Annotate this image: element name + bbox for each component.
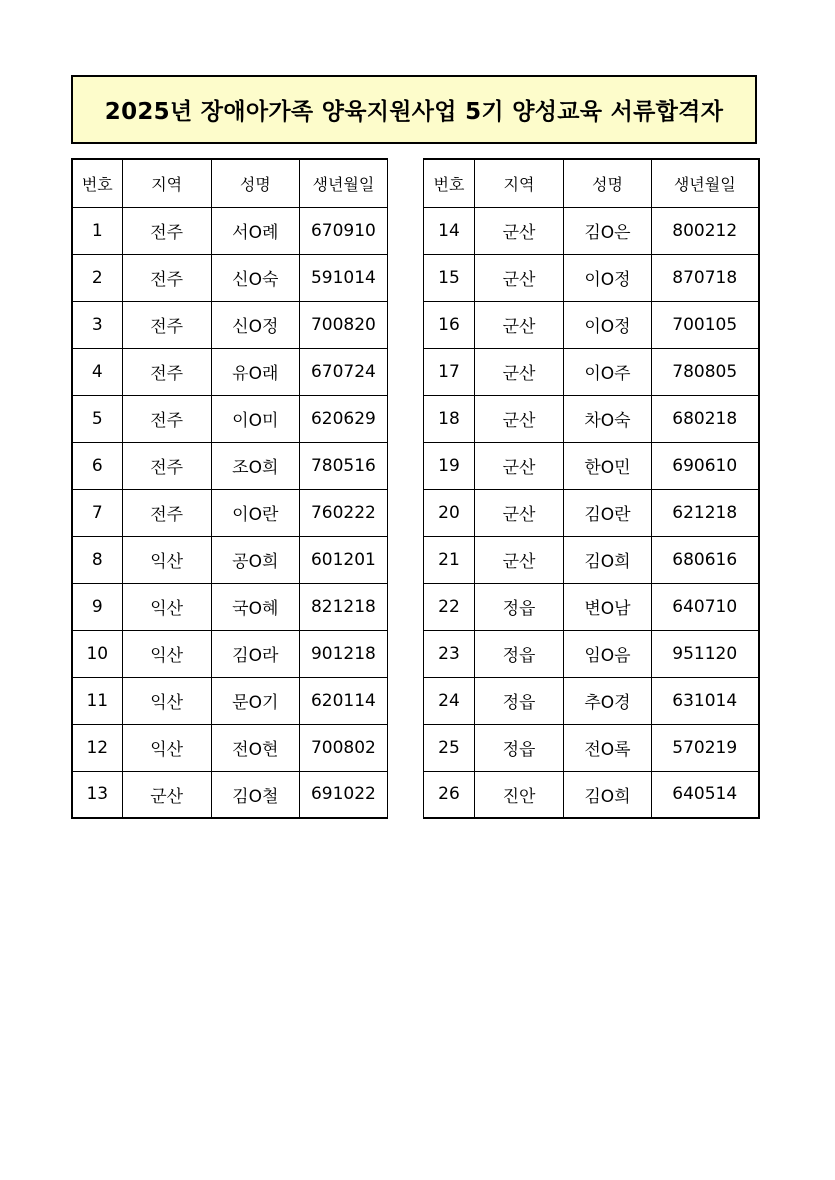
cell-region: 전주 — [122, 254, 211, 301]
cell-birthdate: 821218 — [299, 583, 387, 630]
cell-number: 26 — [424, 771, 475, 818]
cell-region: 정읍 — [475, 677, 564, 724]
cell-number: 14 — [424, 207, 475, 254]
cell-birthdate: 870718 — [652, 254, 759, 301]
table-row — [424, 207, 759, 254]
cell-region: 전주 — [122, 301, 211, 348]
table-row — [424, 677, 759, 724]
cell-number: 7 — [72, 489, 122, 536]
cell-name: 한O민 — [564, 442, 652, 489]
cell-region: 군산 — [475, 536, 564, 583]
table-row — [72, 771, 388, 818]
cell-region: 군산 — [122, 771, 211, 818]
cell-number: 11 — [72, 677, 122, 724]
table-row — [72, 677, 388, 724]
cell-birthdate: 800212 — [652, 207, 759, 254]
cell-birthdate: 780805 — [652, 348, 759, 395]
cell-name: 추O경 — [564, 677, 652, 724]
cell-birthdate: 620629 — [299, 395, 387, 442]
cell-number: 2 — [72, 254, 122, 301]
table-row — [424, 724, 759, 771]
cell-name: 이O주 — [564, 348, 652, 395]
cell-birthdate: 640514 — [652, 771, 759, 818]
cell-name: 김O철 — [211, 771, 299, 818]
table-header-row — [424, 159, 759, 207]
cell-number: 17 — [424, 348, 475, 395]
cell-name: 이O정 — [564, 301, 652, 348]
cell-birthdate: 601201 — [299, 536, 387, 583]
header-number: 번호 — [424, 159, 475, 207]
cell-birthdate: 670910 — [299, 207, 387, 254]
table-row — [72, 207, 388, 254]
cell-birthdate: 700820 — [299, 301, 387, 348]
table-row — [72, 724, 388, 771]
cell-number: 18 — [424, 395, 475, 442]
header-name: 성명 — [564, 159, 652, 207]
cell-birthdate: 680218 — [652, 395, 759, 442]
cell-number: 23 — [424, 630, 475, 677]
cell-region: 익산 — [122, 536, 211, 583]
cell-number: 10 — [72, 630, 122, 677]
table-row — [424, 536, 759, 583]
table-row — [424, 254, 759, 301]
cell-number: 24 — [424, 677, 475, 724]
cell-birthdate: 691022 — [299, 771, 387, 818]
cell-number: 8 — [72, 536, 122, 583]
cell-number: 4 — [72, 348, 122, 395]
cell-number: 21 — [424, 536, 475, 583]
cell-name: 김O라 — [211, 630, 299, 677]
cell-region: 전주 — [122, 348, 211, 395]
cell-region: 군산 — [475, 442, 564, 489]
table-row — [72, 583, 388, 630]
cell-name: 공O희 — [211, 536, 299, 583]
table-row — [424, 489, 759, 536]
table-row — [72, 348, 388, 395]
header-region: 지역 — [475, 159, 564, 207]
cell-region: 군산 — [475, 489, 564, 536]
table-row — [424, 630, 759, 677]
cell-birthdate: 780516 — [299, 442, 387, 489]
cell-name: 신O숙 — [211, 254, 299, 301]
cell-birthdate: 620114 — [299, 677, 387, 724]
cell-name: 변O남 — [564, 583, 652, 630]
cell-name: 김O란 — [564, 489, 652, 536]
cell-birthdate: 680616 — [652, 536, 759, 583]
cell-name: 전O록 — [564, 724, 652, 771]
cell-birthdate: 901218 — [299, 630, 387, 677]
cell-birthdate: 640710 — [652, 583, 759, 630]
cell-region: 익산 — [122, 724, 211, 771]
cell-number: 25 — [424, 724, 475, 771]
cell-birthdate: 621218 — [652, 489, 759, 536]
cell-name: 김O희 — [564, 771, 652, 818]
cell-number: 13 — [72, 771, 122, 818]
cell-name: 차O숙 — [564, 395, 652, 442]
cell-number: 1 — [72, 207, 122, 254]
cell-birthdate: 670724 — [299, 348, 387, 395]
page-title: 2025년 장애아가족 양육지원사업 5기 양성교육 서류합격자 — [104, 99, 724, 125]
cell-region: 전주 — [122, 395, 211, 442]
cell-name: 이O란 — [211, 489, 299, 536]
table-row — [72, 301, 388, 348]
cell-birthdate: 570219 — [652, 724, 759, 771]
cell-number: 6 — [72, 442, 122, 489]
cell-name: 서O례 — [211, 207, 299, 254]
cell-name: 임O음 — [564, 630, 652, 677]
cell-name: 전O현 — [211, 724, 299, 771]
cell-region: 전주 — [122, 442, 211, 489]
table-row — [424, 348, 759, 395]
cell-region: 정읍 — [475, 630, 564, 677]
cell-birthdate: 700802 — [299, 724, 387, 771]
cell-region: 정읍 — [475, 583, 564, 630]
table-row — [72, 489, 388, 536]
header-birthdate: 생년월일 — [652, 159, 759, 207]
cell-name: 조O희 — [211, 442, 299, 489]
cell-number: 5 — [72, 395, 122, 442]
table-row — [424, 442, 759, 489]
roster-table-left — [71, 158, 388, 819]
table-row — [72, 630, 388, 677]
cell-number: 15 — [424, 254, 475, 301]
table-row — [72, 442, 388, 489]
table-row — [72, 395, 388, 442]
cell-region: 진안 — [475, 771, 564, 818]
cell-number: 22 — [424, 583, 475, 630]
cell-name: 국O혜 — [211, 583, 299, 630]
table-row — [424, 771, 759, 818]
title-box — [71, 75, 757, 144]
roster-table-right — [423, 158, 760, 819]
cell-region: 정읍 — [475, 724, 564, 771]
cell-number: 20 — [424, 489, 475, 536]
cell-number: 3 — [72, 301, 122, 348]
cell-birthdate: 760222 — [299, 489, 387, 536]
cell-name: 문O기 — [211, 677, 299, 724]
cell-number: 12 — [72, 724, 122, 771]
cell-name: 김O희 — [564, 536, 652, 583]
cell-birthdate: 591014 — [299, 254, 387, 301]
table-row — [424, 395, 759, 442]
cell-region: 전주 — [122, 207, 211, 254]
table-row — [72, 254, 388, 301]
cell-region: 전주 — [122, 489, 211, 536]
header-region: 지역 — [122, 159, 211, 207]
cell-region: 익산 — [122, 630, 211, 677]
table-row — [424, 301, 759, 348]
cell-number: 9 — [72, 583, 122, 630]
cell-region: 군산 — [475, 348, 564, 395]
cell-name: 김O은 — [564, 207, 652, 254]
cell-region: 군산 — [475, 395, 564, 442]
cell-birthdate: 951120 — [652, 630, 759, 677]
cell-birthdate: 690610 — [652, 442, 759, 489]
header-number: 번호 — [72, 159, 122, 207]
table-row — [72, 536, 388, 583]
cell-birthdate: 631014 — [652, 677, 759, 724]
cell-region: 익산 — [122, 677, 211, 724]
cell-name: 이O미 — [211, 395, 299, 442]
header-name: 성명 — [211, 159, 299, 207]
cell-name: 신O정 — [211, 301, 299, 348]
cell-number: 19 — [424, 442, 475, 489]
cell-name: 이O정 — [564, 254, 652, 301]
cell-number: 16 — [424, 301, 475, 348]
cell-name: 유O래 — [211, 348, 299, 395]
table-row — [424, 583, 759, 630]
cell-birthdate: 700105 — [652, 301, 759, 348]
cell-region: 익산 — [122, 583, 211, 630]
cell-region: 군산 — [475, 207, 564, 254]
header-birthdate: 생년월일 — [299, 159, 387, 207]
cell-region: 군산 — [475, 301, 564, 348]
cell-region: 군산 — [475, 254, 564, 301]
table-header-row — [72, 159, 388, 207]
